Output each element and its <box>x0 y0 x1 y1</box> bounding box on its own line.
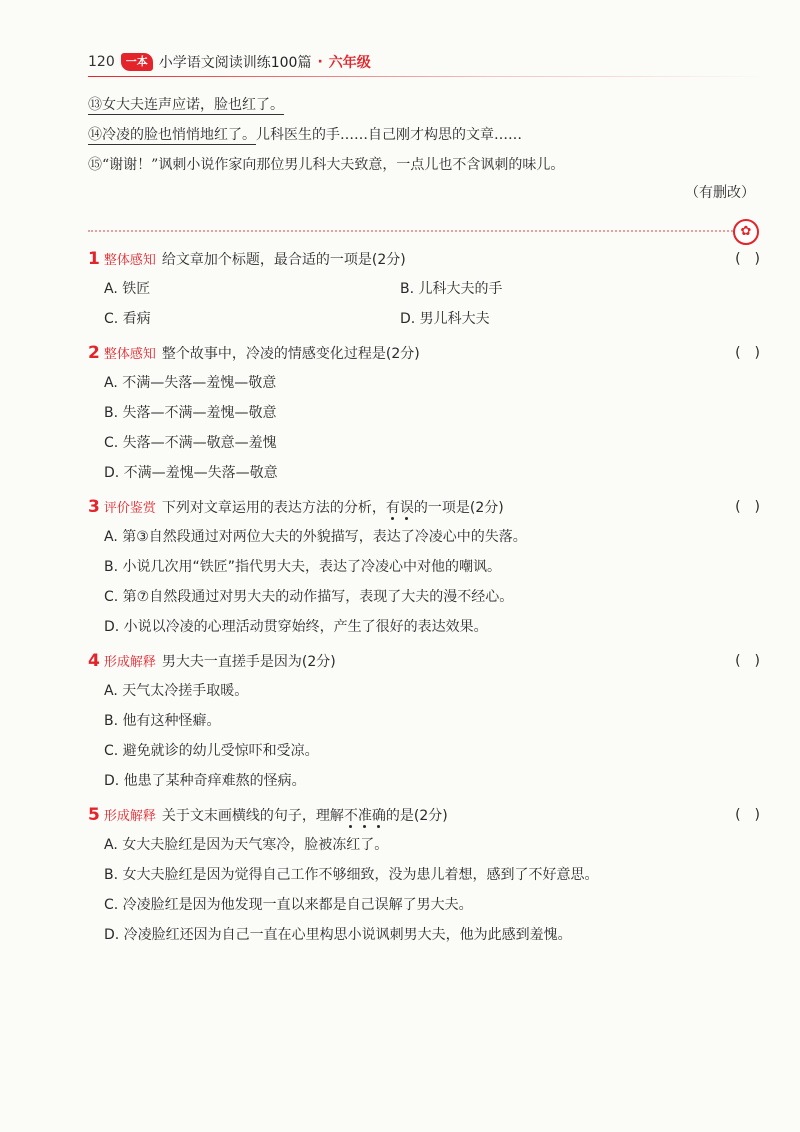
section-divider <box>88 230 733 232</box>
header-separator: · <box>317 54 323 70</box>
option-d: D. 不满—羞愧—失落—敬意 <box>104 465 278 481</box>
option-c: C. 看病 <box>104 311 151 327</box>
option-c: C. 冷凌脸红是因为他发现一直以来都是自己误解了男大夫。 <box>104 897 473 913</box>
answer-blank[interactable]: ( ) <box>735 251 760 267</box>
option-b: B. 小说几次用“铁匠”指代男大夫，表达了冷凌心中对他的嘲讽。 <box>104 559 502 575</box>
question-text <box>162 808 448 824</box>
question-number: 1 <box>88 249 100 269</box>
book-title: 小学语文阅读训练100篇 <box>158 55 312 71</box>
source-note: （有删改） <box>685 185 755 201</box>
question-text: 男大夫一直搓手是因为(2分) <box>161 654 336 670</box>
option-d: D. 男儿科大夫 <box>400 311 490 327</box>
question-text-before: 下列对文章运用的表达方法的分析， <box>161 500 386 516</box>
option-a: A. 女大夫脸红是因为天气寒冷，脸被冻红了。 <box>104 837 389 853</box>
option-b: B. 儿科大夫的手 <box>400 281 503 297</box>
page-header <box>88 50 371 74</box>
question-text: 整个故事中，冷凌的情感变化过程是(2分) <box>161 346 420 362</box>
question-1 <box>88 244 760 334</box>
question-header <box>88 338 760 368</box>
paragraph-14-rest: 儿科医生的手……自己刚才构思的文章…… <box>256 127 522 143</box>
question-4 <box>88 646 760 796</box>
question-text-after: 的一项是(2分) <box>413 500 504 516</box>
answer-blank[interactable]: ( ) <box>735 653 760 669</box>
question-number: 5 <box>88 805 100 825</box>
question-5 <box>88 800 760 950</box>
question-number: 2 <box>88 343 100 363</box>
option-d: D. 他患了某种奇痒难熬的怪病。 <box>104 773 306 789</box>
question-tag: 整体感知 <box>103 253 156 268</box>
question-header <box>88 646 760 676</box>
question-number: 4 <box>88 651 100 671</box>
question-2 <box>88 338 760 488</box>
option-c: C. 失落—不满—敬意—羞愧 <box>104 435 277 451</box>
option-a: A. 铁匠 <box>104 281 151 297</box>
question-header <box>88 492 760 522</box>
option-a: A. 第③自然段通过对两位大夫的外貌描写，表达了冷凌心中的失落。 <box>104 529 527 545</box>
question-tag: 形成解释 <box>103 809 156 824</box>
paragraph-15: ⑮“谢谢！”讽刺小说作家向那位男儿科大夫致意，一点儿也不含讽刺的味儿。 <box>88 157 565 173</box>
brand-logo: 一本 <box>121 53 153 71</box>
option-b: B. 他有这种怪癖。 <box>104 713 221 729</box>
answer-blank[interactable]: ( ) <box>735 807 760 823</box>
option-d: D. 冷凌脸红还因为自己一直在心里构思小说讽刺男大夫，他为此感到羞愧。 <box>104 927 572 943</box>
option-d: D. 小说以冷凌的心理活动贯穿始终，产生了很好的表达效果。 <box>104 619 488 635</box>
question-tag: 整体感知 <box>103 347 156 362</box>
emphasis-dotted-text: 不准确 <box>343 808 386 824</box>
paragraph-13 <box>88 90 768 120</box>
header-rule <box>88 76 768 77</box>
option-b: B. 女大夫脸红是因为觉得自己工作不够细致，没为患儿着想，感到了不好意思。 <box>104 867 599 883</box>
underlined-sentence: ⑬女大夫连声应诺，脸也红了。 <box>88 97 284 113</box>
question-header <box>88 244 760 274</box>
option-a: A. 不满—失落—羞愧—敬意 <box>104 375 277 391</box>
grade-label: 六年级 <box>328 55 371 71</box>
page-number: 120 <box>88 54 115 70</box>
option-c: C. 第⑦自然段通过对男大夫的动作描写，表现了大夫的漫不经心。 <box>104 589 514 605</box>
question-number: 3 <box>88 497 100 517</box>
question-header <box>88 800 760 830</box>
question-text: 给文章加个标题，最合适的一项是(2分) <box>161 252 406 268</box>
passage-excerpt <box>88 90 768 180</box>
seal-icon: ✿ <box>733 219 759 245</box>
emphasis-dotted-text: 有误 <box>385 500 414 516</box>
underlined-sentence: ⑭冷凌的脸也悄悄地红了。 <box>88 127 256 143</box>
option-c: C. 避免就诊的幼儿受惊吓和受凉。 <box>104 743 319 759</box>
answer-blank[interactable]: ( ) <box>735 345 760 361</box>
option-a: A. 天气太冷搓手取暖。 <box>104 683 249 699</box>
question-tag: 形成解释 <box>103 655 156 670</box>
answer-blank[interactable]: ( ) <box>735 499 760 515</box>
question-text-before: 关于文末画横线的句子，理解 <box>161 808 344 824</box>
question-3 <box>88 492 760 642</box>
option-b: B. 失落—不满—羞愧—敬意 <box>104 405 277 421</box>
question-text <box>162 500 504 516</box>
question-tag: 评价鉴赏 <box>103 501 156 516</box>
question-text-after: 的是(2分) <box>385 808 448 824</box>
paragraph-14 <box>88 120 768 150</box>
